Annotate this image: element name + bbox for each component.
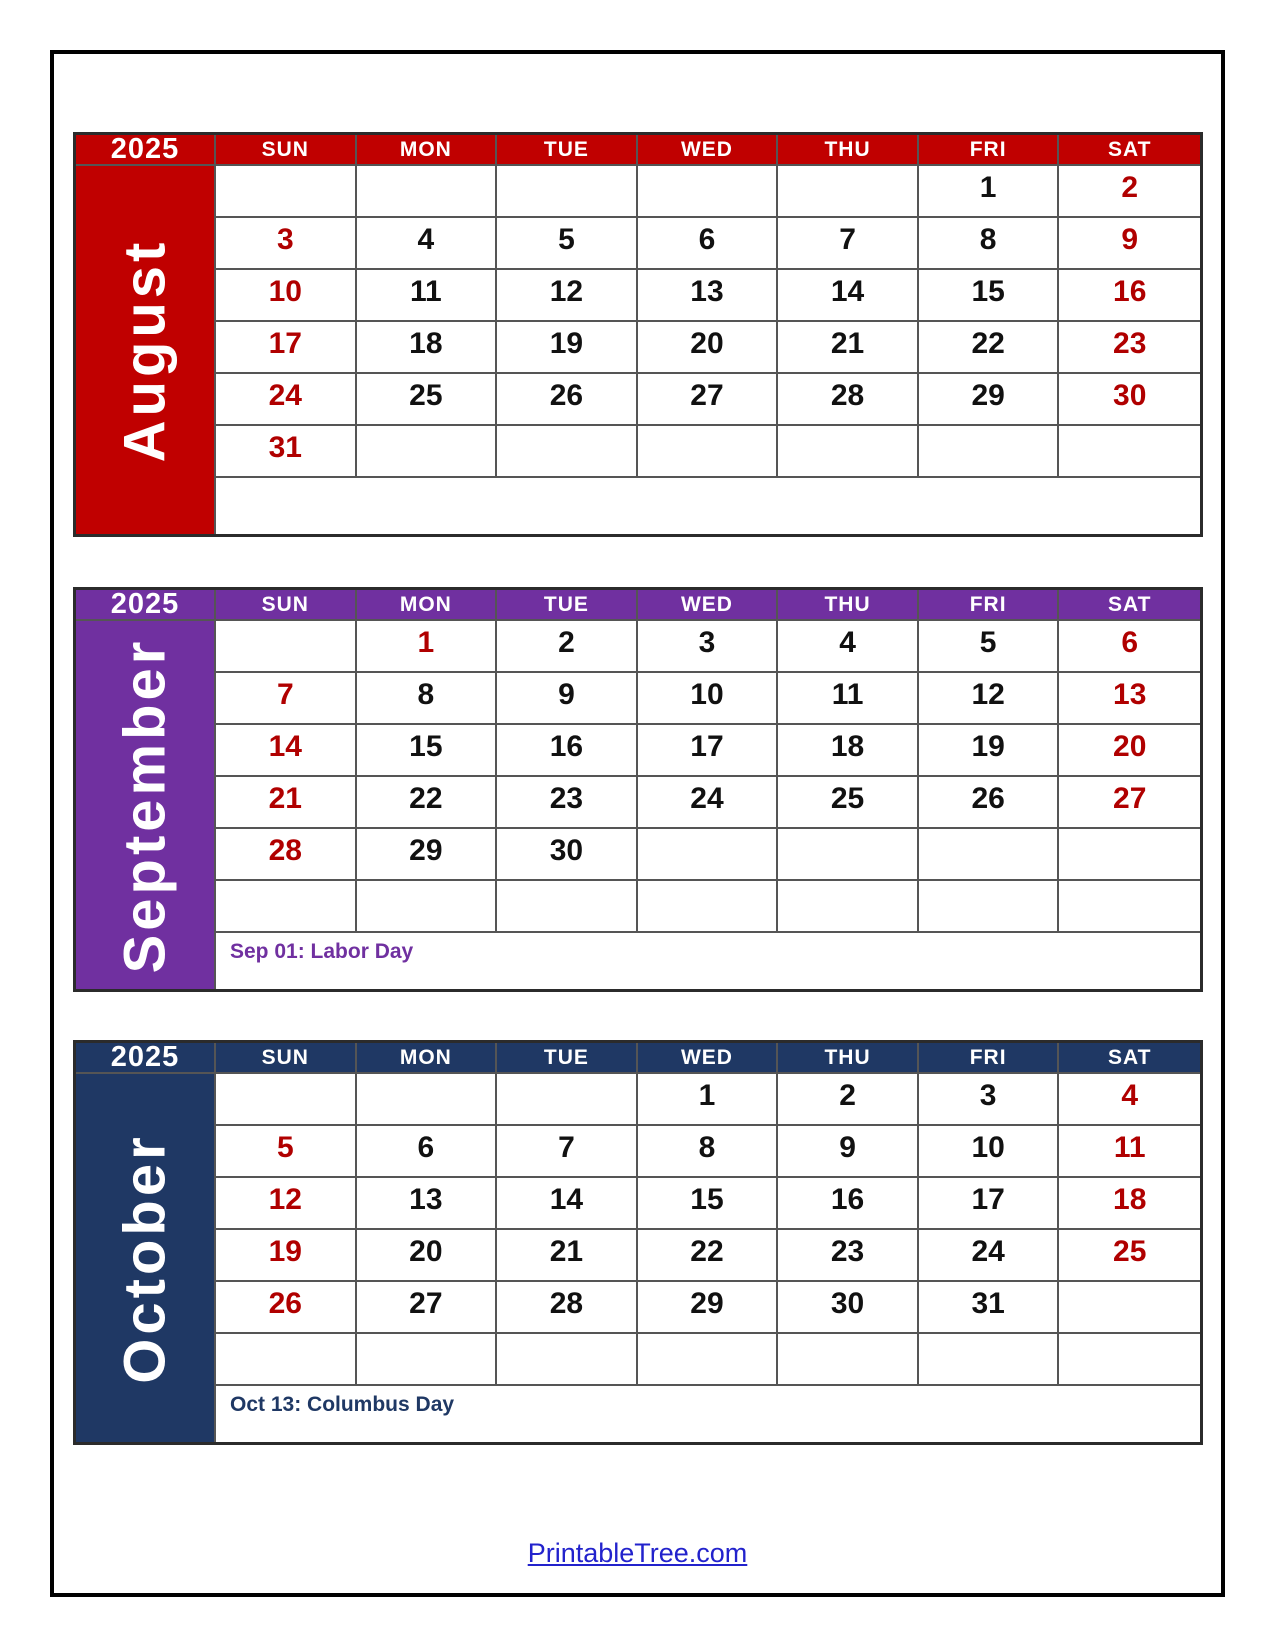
date-cell-october-12: 12 bbox=[216, 1178, 357, 1230]
date-cell-october-15: 15 bbox=[638, 1178, 779, 1230]
date-cell-empty bbox=[497, 1334, 638, 1386]
date-cell-empty bbox=[497, 426, 638, 478]
month-band bbox=[76, 1074, 216, 1442]
weekday-header-mon: MON bbox=[357, 590, 498, 621]
date-cell-august-4: 4 bbox=[357, 218, 498, 270]
date-cell-empty bbox=[1059, 881, 1200, 933]
date-cell-october-8: 8 bbox=[638, 1126, 779, 1178]
date-cell-october-29: 29 bbox=[638, 1282, 779, 1334]
date-cell-august-28: 28 bbox=[778, 374, 919, 426]
date-cell-august-3: 3 bbox=[216, 218, 357, 270]
date-cell-october-16: 16 bbox=[778, 1178, 919, 1230]
date-cell-empty bbox=[216, 1334, 357, 1386]
date-cell-october-5: 5 bbox=[216, 1126, 357, 1178]
date-cell-october-22: 22 bbox=[638, 1230, 779, 1282]
date-cell-october-4: 4 bbox=[1059, 1074, 1200, 1126]
date-cell-empty bbox=[497, 881, 638, 933]
weekday-header-wed: WED bbox=[638, 135, 779, 166]
date-cell-empty bbox=[357, 166, 498, 218]
date-cell-empty bbox=[357, 426, 498, 478]
date-cell-october-24: 24 bbox=[919, 1230, 1060, 1282]
date-cell-empty bbox=[778, 1334, 919, 1386]
date-cell-empty bbox=[638, 881, 779, 933]
date-cell-empty bbox=[357, 1334, 498, 1386]
weekday-header-sun: SUN bbox=[216, 135, 357, 166]
date-cell-september-20: 20 bbox=[1059, 725, 1200, 777]
date-cell-empty bbox=[497, 1074, 638, 1126]
date-cell-october-1: 1 bbox=[638, 1074, 779, 1126]
date-cell-august-14: 14 bbox=[778, 270, 919, 322]
date-cell-empty bbox=[216, 1074, 357, 1126]
weekday-header-sat: SAT bbox=[1059, 590, 1200, 621]
year-label: 2025 bbox=[76, 590, 216, 621]
weekday-header-mon: MON bbox=[357, 1043, 498, 1074]
date-cell-october-31: 31 bbox=[919, 1282, 1060, 1334]
weekday-header-sun: SUN bbox=[216, 590, 357, 621]
date-cell-august-5: 5 bbox=[497, 218, 638, 270]
date-cell-september-30: 30 bbox=[497, 829, 638, 881]
date-cell-october-25: 25 bbox=[1059, 1230, 1200, 1282]
date-cell-august-2: 2 bbox=[1059, 166, 1200, 218]
month-name-label: August bbox=[112, 238, 178, 462]
date-cell-october-21: 21 bbox=[497, 1230, 638, 1282]
date-cell-september-2: 2 bbox=[497, 621, 638, 673]
date-cell-september-24: 24 bbox=[638, 777, 779, 829]
weekday-header-wed: WED bbox=[638, 1043, 779, 1074]
date-cell-empty bbox=[216, 621, 357, 673]
date-cell-september-17: 17 bbox=[638, 725, 779, 777]
weekday-header-fri: FRI bbox=[919, 135, 1060, 166]
date-cell-august-8: 8 bbox=[919, 218, 1060, 270]
date-cell-august-23: 23 bbox=[1059, 322, 1200, 374]
date-cell-august-16: 16 bbox=[1059, 270, 1200, 322]
date-cell-september-15: 15 bbox=[357, 725, 498, 777]
date-cell-october-27: 27 bbox=[357, 1282, 498, 1334]
weekday-header-sat: SAT bbox=[1059, 1043, 1200, 1074]
date-cell-september-25: 25 bbox=[778, 777, 919, 829]
year-label: 2025 bbox=[76, 1043, 216, 1074]
date-cell-october-14: 14 bbox=[497, 1178, 638, 1230]
date-cell-october-20: 20 bbox=[357, 1230, 498, 1282]
date-cell-empty bbox=[778, 881, 919, 933]
date-cell-october-7: 7 bbox=[497, 1126, 638, 1178]
date-cell-october-18: 18 bbox=[1059, 1178, 1200, 1230]
page-frame bbox=[50, 50, 1225, 1597]
weekday-header-sat: SAT bbox=[1059, 135, 1200, 166]
date-cell-october-17: 17 bbox=[919, 1178, 1060, 1230]
date-cell-empty bbox=[638, 166, 779, 218]
date-cell-august-27: 27 bbox=[638, 374, 779, 426]
date-cell-october-3: 3 bbox=[919, 1074, 1060, 1126]
date-cell-august-12: 12 bbox=[497, 270, 638, 322]
date-cell-september-4: 4 bbox=[778, 621, 919, 673]
footer-link[interactable]: PrintableTree.com bbox=[527, 1538, 748, 1568]
month-band bbox=[76, 166, 216, 534]
month-band bbox=[76, 621, 216, 989]
date-cell-september-28: 28 bbox=[216, 829, 357, 881]
weekday-header-tue: TUE bbox=[497, 135, 638, 166]
date-cell-august-30: 30 bbox=[1059, 374, 1200, 426]
date-cell-empty bbox=[919, 881, 1060, 933]
date-cell-september-16: 16 bbox=[497, 725, 638, 777]
date-cell-empty bbox=[357, 881, 498, 933]
date-cell-september-10: 10 bbox=[638, 673, 779, 725]
date-cell-october-28: 28 bbox=[497, 1282, 638, 1334]
date-cell-september-6: 6 bbox=[1059, 621, 1200, 673]
date-cell-october-30: 30 bbox=[778, 1282, 919, 1334]
date-cell-august-21: 21 bbox=[778, 322, 919, 374]
date-cell-september-13: 13 bbox=[1059, 673, 1200, 725]
date-cell-september-27: 27 bbox=[1059, 777, 1200, 829]
weekday-header-thu: THU bbox=[778, 590, 919, 621]
date-cell-september-26: 26 bbox=[919, 777, 1060, 829]
weekday-header-fri: FRI bbox=[919, 590, 1060, 621]
date-cell-empty bbox=[778, 166, 919, 218]
date-cell-september-21: 21 bbox=[216, 777, 357, 829]
date-cell-october-13: 13 bbox=[357, 1178, 498, 1230]
date-cell-empty bbox=[1059, 426, 1200, 478]
date-cell-empty bbox=[1059, 1334, 1200, 1386]
date-cell-empty bbox=[638, 1334, 779, 1386]
date-cell-october-11: 11 bbox=[1059, 1126, 1200, 1178]
weekday-header-tue: TUE bbox=[497, 1043, 638, 1074]
date-cell-september-12: 12 bbox=[919, 673, 1060, 725]
date-cell-august-9: 9 bbox=[1059, 218, 1200, 270]
date-cell-august-11: 11 bbox=[357, 270, 498, 322]
date-cell-august-24: 24 bbox=[216, 374, 357, 426]
date-cell-october-10: 10 bbox=[919, 1126, 1060, 1178]
holiday-note bbox=[216, 478, 1200, 534]
date-cell-august-26: 26 bbox=[497, 374, 638, 426]
weekday-header-tue: TUE bbox=[497, 590, 638, 621]
date-cell-august-10: 10 bbox=[216, 270, 357, 322]
date-cell-september-29: 29 bbox=[357, 829, 498, 881]
date-cell-empty bbox=[778, 829, 919, 881]
date-cell-august-20: 20 bbox=[638, 322, 779, 374]
date-cell-september-18: 18 bbox=[778, 725, 919, 777]
date-cell-august-15: 15 bbox=[919, 270, 1060, 322]
date-cell-empty bbox=[1059, 829, 1200, 881]
date-cell-september-22: 22 bbox=[357, 777, 498, 829]
date-cell-august-18: 18 bbox=[357, 322, 498, 374]
date-cell-october-6: 6 bbox=[357, 1126, 498, 1178]
date-cell-september-14: 14 bbox=[216, 725, 357, 777]
date-cell-empty bbox=[1059, 1282, 1200, 1334]
footer bbox=[54, 1538, 1221, 1569]
date-cell-september-3: 3 bbox=[638, 621, 779, 673]
date-cell-august-29: 29 bbox=[919, 374, 1060, 426]
date-cell-october-26: 26 bbox=[216, 1282, 357, 1334]
date-cell-august-6: 6 bbox=[638, 218, 779, 270]
date-cell-august-25: 25 bbox=[357, 374, 498, 426]
date-cell-october-9: 9 bbox=[778, 1126, 919, 1178]
date-cell-august-22: 22 bbox=[919, 322, 1060, 374]
date-cell-august-17: 17 bbox=[216, 322, 357, 374]
date-cell-september-1: 1 bbox=[357, 621, 498, 673]
october-calendar-table bbox=[73, 1040, 1203, 1445]
date-cell-empty bbox=[919, 426, 1060, 478]
date-cell-september-5: 5 bbox=[919, 621, 1060, 673]
weekday-header-thu: THU bbox=[778, 135, 919, 166]
holiday-note: Oct 13: Columbus Day bbox=[216, 1386, 1200, 1442]
date-cell-empty bbox=[919, 829, 1060, 881]
date-cell-empty bbox=[919, 1334, 1060, 1386]
date-cell-empty bbox=[216, 881, 357, 933]
date-cell-empty bbox=[778, 426, 919, 478]
date-cell-empty bbox=[638, 426, 779, 478]
date-cell-august-13: 13 bbox=[638, 270, 779, 322]
weekday-header-thu: THU bbox=[778, 1043, 919, 1074]
year-label: 2025 bbox=[76, 135, 216, 166]
month-name-label: October bbox=[112, 1132, 178, 1384]
holiday-note: Sep 01: Labor Day bbox=[216, 933, 1200, 989]
date-cell-september-8: 8 bbox=[357, 673, 498, 725]
date-cell-empty bbox=[638, 829, 779, 881]
weekday-header-fri: FRI bbox=[919, 1043, 1060, 1074]
date-cell-october-19: 19 bbox=[216, 1230, 357, 1282]
date-cell-september-11: 11 bbox=[778, 673, 919, 725]
date-cell-september-9: 9 bbox=[497, 673, 638, 725]
date-cell-october-23: 23 bbox=[778, 1230, 919, 1282]
date-cell-empty bbox=[357, 1074, 498, 1126]
date-cell-empty bbox=[216, 166, 357, 218]
august-calendar-table bbox=[73, 132, 1203, 537]
weekday-header-sun: SUN bbox=[216, 1043, 357, 1074]
date-cell-august-19: 19 bbox=[497, 322, 638, 374]
weekday-header-wed: WED bbox=[638, 590, 779, 621]
date-cell-august-1: 1 bbox=[919, 166, 1060, 218]
date-cell-september-7: 7 bbox=[216, 673, 357, 725]
date-cell-september-19: 19 bbox=[919, 725, 1060, 777]
september-calendar-table bbox=[73, 587, 1203, 992]
date-cell-september-23: 23 bbox=[497, 777, 638, 829]
weekday-header-mon: MON bbox=[357, 135, 498, 166]
month-name-label: September bbox=[112, 637, 178, 973]
date-cell-october-2: 2 bbox=[778, 1074, 919, 1126]
date-cell-august-7: 7 bbox=[778, 218, 919, 270]
date-cell-empty bbox=[497, 166, 638, 218]
date-cell-august-31: 31 bbox=[216, 426, 357, 478]
